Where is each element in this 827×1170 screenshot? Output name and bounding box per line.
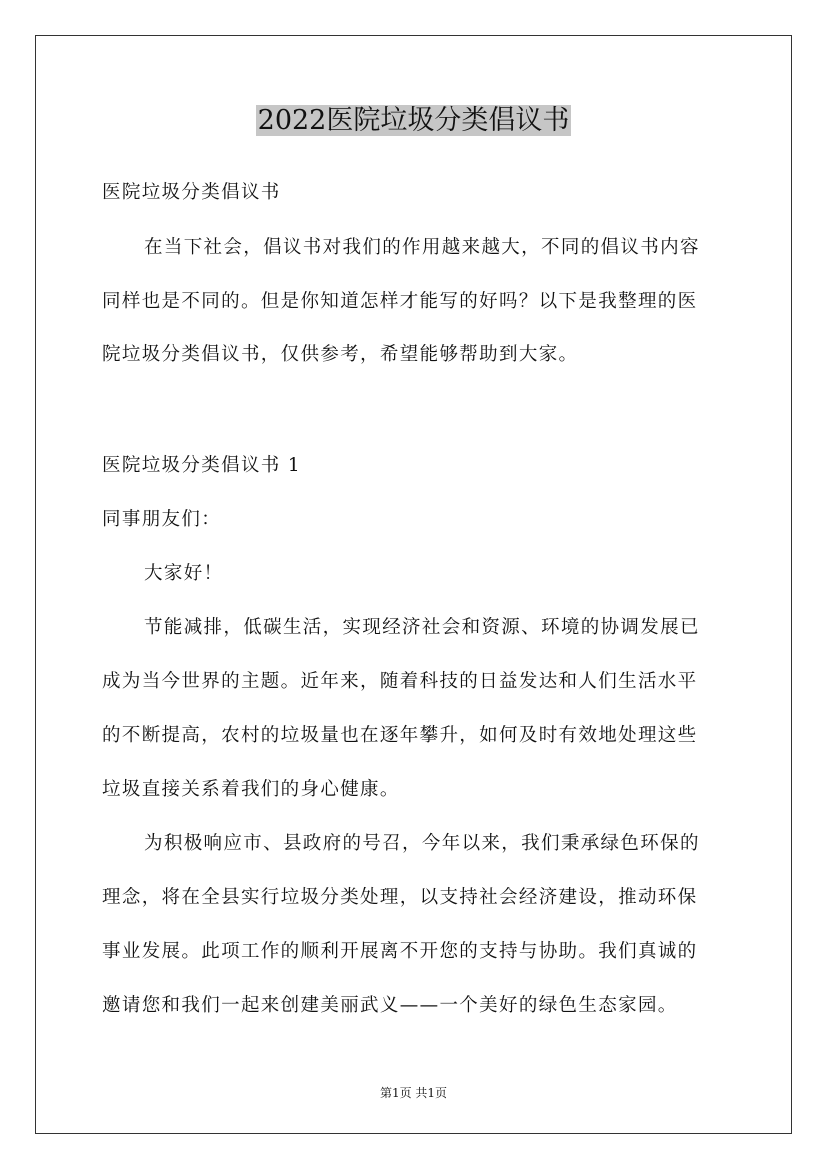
section-heading: 医院垃圾分类倡议书 1 (102, 455, 302, 476)
paragraph-line: 的不断提高，农村的垃圾量也在逐年攀升，如何及时有效地处理这些 (102, 725, 698, 746)
paragraph-line: 同样也是不同的。但是你知道怎样才能写的好吗？以下是我整理的医 (102, 291, 698, 312)
page-footer: 第1页 共1页 (379, 1086, 448, 1100)
document-title-text: 2022医院垃圾分类倡议书 (257, 105, 570, 136)
paragraph-line: 节能减排，低碳生活，实现经济社会和资源、环境的协调发展已 (144, 617, 700, 638)
paragraph-line: 邀请您和我们一起来创建美丽武义——一个美好的绿色生态家园。 (102, 995, 678, 1016)
paragraph-line: 院垃圾分类倡议书，仅供参考，希望能够帮助到大家。 (102, 344, 579, 365)
salutation: 同事朋友们： (102, 509, 222, 530)
intro-heading: 医院垃圾分类倡议书 (102, 182, 281, 203)
paragraph-line: 理念，将在全县实行垃圾分类处理，以支持社会经济建设，推动环保 (102, 887, 698, 908)
greeting: 大家好！ (144, 563, 224, 584)
paragraph-line: 垃圾直接关系着我们的身心健康。 (102, 779, 400, 800)
paragraph-line: 在当下社会，倡议书对我们的作用越来越大，不同的倡议书内容 (144, 237, 700, 258)
paragraph-line: 事业发展。此项工作的顺利开展离不开您的支持与协助。我们真诚的 (102, 941, 698, 962)
paragraph-line: 成为当今世界的主题。近年来，随着科技的日益发达和人们生活水平 (102, 671, 698, 692)
document-title (0, 100, 827, 142)
paragraph-line: 为积极响应市、县政府的号召，今年以来，我们秉承绿色环保的 (144, 833, 700, 854)
